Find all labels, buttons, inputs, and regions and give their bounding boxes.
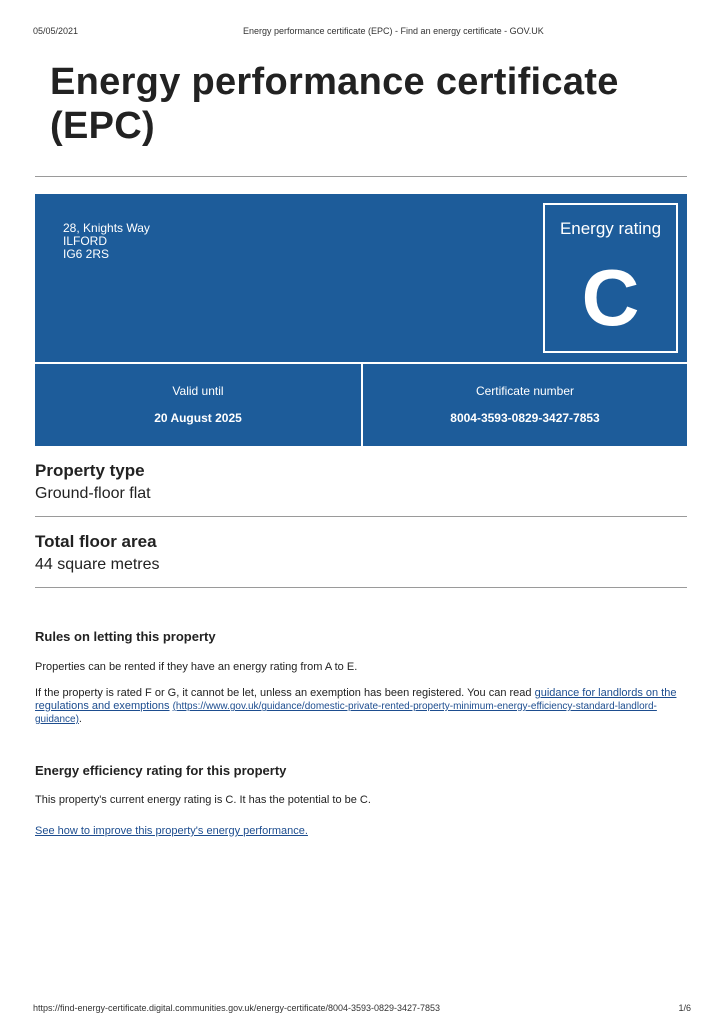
divider [35, 587, 687, 588]
floor-area-heading: Total floor area [35, 532, 157, 551]
energy-rating-box [543, 203, 678, 353]
efficiency-paragraph: This property's current energy rating is C. It has the potential to be C. [35, 794, 371, 806]
landlord-guidance-link[interactable]: guidance for landlords on the regulations and exemptions [35, 687, 677, 712]
letting-exemption-text: If the property is rated F or G, it cannot be let, unless an exemption has been registered. You can read [35, 687, 535, 699]
print-date: 05/05/2021 [33, 26, 79, 36]
improve-performance-link[interactable]: See how to improve this property's energy performance. [35, 825, 308, 837]
divider [35, 176, 687, 177]
address-line2: ILFORD [63, 234, 108, 248]
energy-rating-letter: C [581, 253, 640, 342]
certificate-number-label: Certificate number [475, 384, 575, 398]
landlord-guidance-url[interactable]: (https://www.gov.uk/guidance/domestic-private-rented-property-minimum-energy-efficiency-standard-landlord-guidance) [35, 701, 657, 725]
property-type-value: Ground-floor flat [35, 485, 151, 502]
letting-exemption-suffix: . [78, 713, 82, 725]
page-title-line2: (EPC) [50, 105, 155, 147]
address-line3: IG6 2RS [63, 247, 110, 261]
page-title-line1: Energy performance certificate [50, 61, 619, 103]
certificate-number-value: 8004-3593-0829-3427-7853 [450, 411, 600, 425]
efficiency-heading: Energy efficiency rating for this property [35, 763, 287, 778]
letting-rules-heading: Rules on letting this property [35, 629, 216, 644]
letting-rules-paragraph: Properties can be rented if they have an energy rating from A to E. [35, 661, 358, 673]
valid-until-cell [35, 364, 361, 446]
page-number: 1/6 [678, 1003, 691, 1013]
property-address [63, 222, 150, 261]
divider [35, 516, 687, 517]
page-title [50, 60, 619, 148]
energy-rating-label: Energy rating [559, 219, 662, 238]
valid-until-value: 20 August 2025 [154, 411, 242, 425]
letting-exemption-paragraph [35, 687, 690, 726]
certificate-banner [35, 194, 687, 446]
improve-performance-paragraph [35, 825, 690, 838]
valid-until-label: Valid until [172, 384, 224, 398]
certificate-number-cell [363, 364, 687, 446]
property-type-heading: Property type [35, 461, 145, 480]
print-doc-title: Energy performance certificate (EPC) - Find an energy certificate - GOV.UK [243, 26, 544, 36]
floor-area-value: 44 square metres [35, 556, 160, 573]
address-line1: 28, Knights Way [63, 221, 150, 235]
print-url: https://find-energy-certificate.digital.communities.gov.uk/energy-certificate/8004-3593-0829-3427-7853 [33, 1003, 441, 1013]
